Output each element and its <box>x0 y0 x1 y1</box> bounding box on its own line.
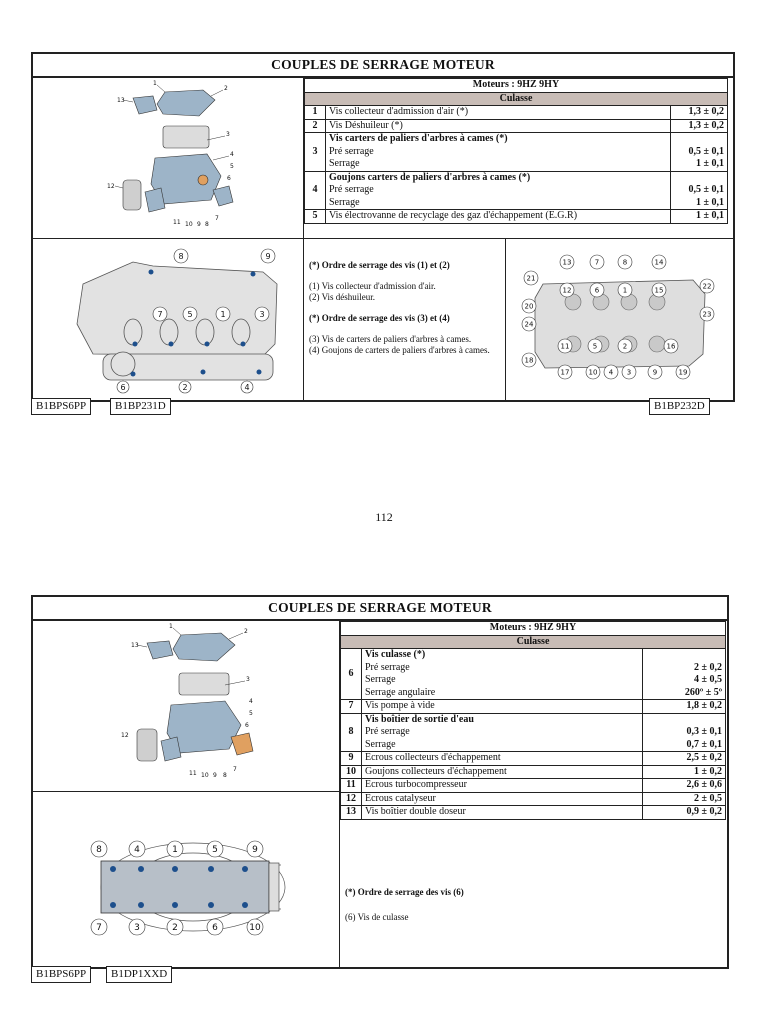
exploded-label: 11 <box>189 770 197 777</box>
exploded-label: 3 <box>246 676 250 683</box>
sheet-title: COUPLES DE SERRAGE MOTEUR <box>33 597 727 621</box>
exploded-label: 8 <box>205 221 209 228</box>
screw-order-label: 1 <box>172 845 178 855</box>
screw-order-label: 8 <box>96 845 102 855</box>
section-header: Culasse <box>341 635 726 649</box>
exploded-label: 4 <box>230 151 234 158</box>
table-row: 8 Vis boîtier de sortie d'eau Pré serrage Serrage 0,3 ± 0,1 0,7 ± 0,1 <box>341 713 726 752</box>
exploded-label: 2 <box>244 628 248 635</box>
table-row: 4 Goujons carters de paliers d'arbres à cames (*) Pré serrage Serrage 0,5 ± 0,1 1 ± 0,1 <box>305 171 728 210</box>
screw-order-label: 22 <box>702 282 712 291</box>
exploded-label: 12 <box>121 732 129 739</box>
exploded-label: 8 <box>223 772 227 779</box>
exploded-label: 11 <box>173 219 181 226</box>
exploded-label: 2 <box>224 85 228 92</box>
screw-order-label: 9 <box>252 845 258 855</box>
exploded-label: 6 <box>245 722 249 729</box>
exploded-label: 10 <box>201 772 209 779</box>
table-row: 10 Goujons collecteurs d'échappement 1 ± 0,2 <box>341 765 726 779</box>
table-row: 7 Vis pompe à vide 1,8 ± 0,2 <box>341 700 726 714</box>
exploded-label: 12 <box>107 183 115 190</box>
screw-order-label: 12 <box>562 286 572 295</box>
torque-sheet-2 <box>31 595 729 969</box>
exploded-label: 7 <box>233 766 237 773</box>
screw-order-label: 13 <box>562 258 572 267</box>
screw-order-label: 9 <box>652 368 658 377</box>
screw-order-label: 4 <box>608 368 614 377</box>
screw-order-label: 6 <box>120 383 126 392</box>
intake-manifold-figure <box>63 244 289 394</box>
screw-order-label: 16 <box>666 342 676 351</box>
section-header: Culasse <box>305 92 728 106</box>
screw-order-label: 19 <box>678 368 688 377</box>
exploded-label: 1 <box>153 80 157 87</box>
screw-order-label: 8 <box>622 258 628 267</box>
exploded-label: 1 <box>169 623 173 630</box>
exploded-label: 9 <box>213 772 217 779</box>
exploded-label: 5 <box>230 163 234 170</box>
exploded-label: 6 <box>227 175 231 182</box>
screw-order-label: 17 <box>560 368 570 377</box>
figure-code: B1BPS6PP <box>31 966 91 983</box>
screw-order-label: 11 <box>560 342 570 351</box>
screw-order-label: 4 <box>134 845 140 855</box>
screw-order-label: 21 <box>526 274 536 283</box>
engines-header: Moteurs : 9HZ 9HY <box>305 79 728 93</box>
exploded-label: 5 <box>249 710 253 717</box>
screw-order-label: 5 <box>212 845 218 855</box>
screw-order-label: 15 <box>654 286 664 295</box>
screw-order-label: 5 <box>187 310 193 319</box>
screw-order-label: 2 <box>182 383 188 392</box>
screw-order-label: 20 <box>524 302 534 311</box>
camshaft-housing-figure <box>513 254 723 390</box>
table-row: 1 Vis collecteur d'admission d'air (*) 1,3 ± 0,2 <box>305 106 728 120</box>
screw-order-label: 18 <box>524 356 534 365</box>
figure-code: B1BP232D <box>649 398 710 415</box>
screw-order-label: 24 <box>524 320 534 329</box>
screw-order-label: 10 <box>588 368 598 377</box>
screw-order-label: 2 <box>622 342 628 351</box>
table-row: 2 Vis Déshuileur (*) 1,3 ± 0,2 <box>305 119 728 133</box>
screw-order-label: 8 <box>178 252 184 261</box>
tightening-notes-2: (*) Ordre de serrage des vis (6) (6) Vis de culasse <box>345 887 464 922</box>
screw-order-label: 7 <box>594 258 600 267</box>
screw-order-label: 1 <box>622 286 628 295</box>
table-row: 9 Ecrous collecteurs d'échappement 2,5 ± 0,2 <box>341 752 726 766</box>
screw-order-label: 4 <box>244 383 250 392</box>
screw-order-label: 6 <box>594 286 600 295</box>
table-row: 6 Vis culasse (*) Pré serrage Serrage Serrage angulaire 2 ± 0,2 4 ± 0,5 260º ± 5º <box>341 649 726 700</box>
screw-order-label: 2 <box>172 923 178 933</box>
screw-order-label: 23 <box>702 310 712 319</box>
sheet-title: COUPLES DE SERRAGE MOTEUR <box>33 54 733 78</box>
screw-order-label: 7 <box>96 923 102 933</box>
torque-sheet-1 <box>31 52 735 402</box>
screw-order-label: 1 <box>220 310 226 319</box>
figure-code: B1DP1XXD <box>106 966 172 983</box>
exploded-label: 4 <box>249 698 253 705</box>
exploded-label: 9 <box>197 221 201 228</box>
page-number: 112 <box>375 510 393 524</box>
exploded-engine-figure <box>115 623 265 783</box>
exploded-label: 13 <box>117 97 125 104</box>
screw-order-label: 10 <box>249 923 261 933</box>
engines-header: Moteurs : 9HZ 9HY <box>341 622 726 636</box>
exploded-label: 7 <box>215 215 219 222</box>
figure-code: B1BPS6PP <box>31 398 91 415</box>
screw-order-label: 3 <box>134 923 140 933</box>
screw-order-label: 3 <box>626 368 632 377</box>
table-row: 12 Ecrous catalyseur 2 ± 0,5 <box>341 792 726 806</box>
table-row: 13 Vis boîtier double doseur 0,9 ± 0,2 <box>341 806 726 820</box>
screw-order-label: 7 <box>157 310 163 319</box>
exploded-label: 10 <box>185 221 193 228</box>
screw-order-label: 14 <box>654 258 664 267</box>
table-row: 5 Vis électrovanne de recyclage des gaz d'échappement (E.G.R) 1 ± 0,1 <box>305 210 728 224</box>
figure-code: B1BP231D <box>110 398 171 415</box>
screw-order-label: 9 <box>265 252 271 261</box>
torque-table-2 <box>340 621 726 820</box>
tightening-notes-1: (*) Ordre de serrage des vis (1) et (2) (1) Vis collecteur d'admission d'air. (2) Vis déshuileur. (*) Ordre de serrage des vis (3) et (4) (3) Vis de carters de paliers d'arbres à cames. (4) Goujons de carters de paliers d'arbres à cames. <box>309 260 490 355</box>
table-row: 11 Ecrous turbocompresseur 2,6 ± 0,6 <box>341 779 726 793</box>
torque-table-1 <box>304 78 728 224</box>
cylinder-head-bolt-order-figure <box>83 837 293 937</box>
exploded-label: 13 <box>131 642 139 649</box>
screw-order-label: 6 <box>212 923 218 933</box>
screw-order-label: 3 <box>259 310 265 319</box>
table-row: 3 Vis carters de paliers d'arbres à cames (*) Pré serrage Serrage 0,5 ± 0,1 1 ± 0,1 <box>305 133 728 172</box>
exploded-label: 3 <box>226 131 230 138</box>
screw-order-label: 5 <box>592 342 598 351</box>
exploded-engine-figure <box>103 80 243 232</box>
